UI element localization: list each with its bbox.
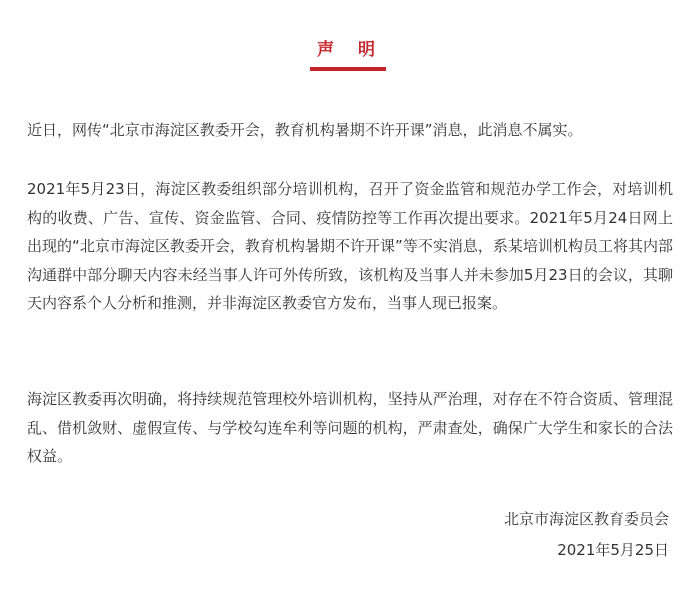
paragraph-rumor-denial: 近日，网传“北京市海淀区教委开会，教育机构暑期不许开课”消息，此消息不属实。 (27, 121, 583, 139)
paragraph-commitment: 海淀区教委再次明确，将持续规范管理校外培训机构，坚持从严治理，对存在不符合资质、管理混乱、借机敛财、虚假宣传、与学校勾连牟利等问题的机构，严肃查处，确保广大学生和家长的合法权益。 (27, 390, 673, 465)
paragraph-details: 2021年5月23日，海淀区教委组织部分培训机构，召开了资金监管和规范办学工作会，对培训机构的收费、广告、宣传、资金监管、合同、疫情防控等工作再次提出要求。2021年5月24日网上出现的“北京市海淀区教委开会，教育机构暑期不许开课”等不实消息，系某培训机构员工将其内部沟通群中部分聊天内容未经当事人许可外传所致，该机构及当事人并未参加5月23日的会议，其聊天内容系个人分析和推测，并非海淀区教委官方发布，当事人现已报案。 (27, 180, 673, 312)
signature-organization: 北京市海淀区教育委员会 (503, 510, 669, 528)
signature-date: 2021年5月25日 (557, 541, 669, 559)
title-block (0, 38, 694, 62)
page-title: 声 明 (317, 40, 377, 60)
title-underline (310, 67, 386, 71)
